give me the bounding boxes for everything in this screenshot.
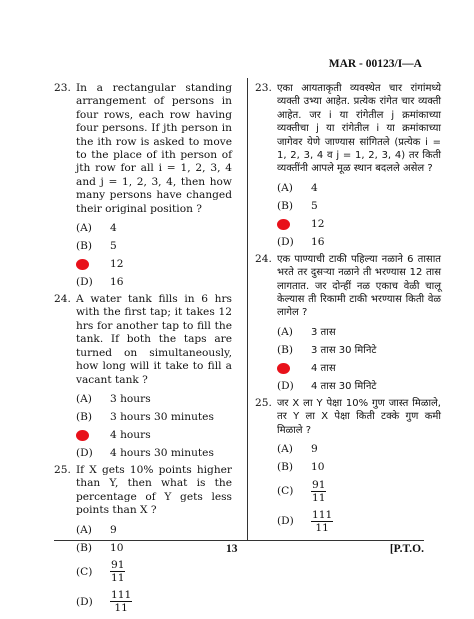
option-label: (A) bbox=[277, 325, 293, 338]
option-label: (B) bbox=[277, 199, 294, 212]
option-label: (D) bbox=[277, 515, 294, 528]
option-label: (A) bbox=[277, 443, 293, 456]
column-divider bbox=[247, 78, 248, 540]
question-24-mr bbox=[255, 253, 441, 395]
option-b[interactable] bbox=[277, 458, 441, 476]
option-text: 4 bbox=[311, 181, 318, 194]
question-text: एका आयताकृती व्यवस्थेत चार रांगांमध्ये व्यक्ती उभ्या आहेत. प्रत्येक रांगेत चार व्यक्ती आहेत. जर i या रांगेतील j क्रमांकाच्या व्यक्तीचा j या रांगेतील i या क्रमांकाच्या जागेवर येणे जाण्यास सांगितले (प्रत्येक i = 1, 2, 3, 4 व j = 1, 2, 3, 4) तर किती व्यक्तींनी आपले मूळ स्थान बदलले असेल ? bbox=[277, 83, 441, 175]
option-text: 9 bbox=[311, 443, 318, 456]
option-label: (D) bbox=[277, 379, 294, 392]
fraction bbox=[110, 559, 125, 584]
option-text: 3 hours 30 minutes bbox=[110, 410, 214, 423]
numerator: 111 bbox=[111, 589, 132, 602]
option-c[interactable] bbox=[277, 476, 441, 506]
question-number: 23. bbox=[255, 82, 272, 94]
fraction bbox=[110, 589, 132, 614]
options bbox=[76, 390, 232, 462]
option-text: 10 bbox=[311, 461, 325, 474]
question-number: 23. bbox=[54, 82, 71, 94]
numerator: 91 bbox=[312, 478, 326, 491]
option-label: (C) bbox=[277, 485, 294, 498]
question-number: 25. bbox=[255, 396, 272, 409]
option-text: 3 तास 30 मिनिटे bbox=[311, 344, 377, 356]
option-text: 12 bbox=[311, 217, 325, 230]
option-label: (A) bbox=[76, 392, 92, 405]
option-b[interactable] bbox=[76, 539, 232, 557]
option-label: (A) bbox=[277, 181, 293, 194]
page-number: 13 bbox=[226, 543, 238, 555]
option-a[interactable] bbox=[76, 521, 232, 539]
option-label: (A) bbox=[76, 523, 92, 536]
question-23-en bbox=[54, 82, 232, 291]
question-text: एक पाण्याची टाकी पहिल्या नळाने 6 तासात भरते तर दुसऱ्या नळाने ती भरण्यास 12 तास लागतात. जर दोन्हीं नळ एकाच वेळी चालू केल्यास ती रिकामी टाकी भरण्यास किती वेळ लागेल ? bbox=[277, 253, 441, 319]
option-d[interactable] bbox=[76, 444, 232, 462]
option-label: (D) bbox=[76, 446, 93, 459]
fraction bbox=[311, 479, 326, 504]
question-23-mr bbox=[255, 82, 441, 251]
option-a[interactable] bbox=[277, 440, 441, 458]
option-label: (B) bbox=[76, 240, 93, 253]
option-a[interactable] bbox=[76, 219, 232, 237]
question-text: जर X ला Y पेक्षा 10% गुण जास्त मिळाले, तर Y ला X पेक्षा किती टक्के गुण कमी मिळाले ? bbox=[277, 397, 441, 436]
question-24-en bbox=[54, 293, 232, 462]
answer-mark-icon bbox=[76, 259, 89, 270]
option-b[interactable] bbox=[277, 341, 441, 359]
question-text: In a rectangular standing arrangement of persons in four rows, each row having four persons. If jth person in the ith row is asked to move to the place of ith person of jth row for all i = 1, 2, 3, 4 and j = 1, 2, 3, 4, then how many persons have changed their original position ? bbox=[76, 82, 232, 215]
option-label: (D) bbox=[277, 235, 294, 248]
option-label: (A) bbox=[76, 222, 92, 235]
options bbox=[76, 219, 232, 291]
option-a[interactable] bbox=[277, 323, 441, 341]
option-d[interactable] bbox=[76, 273, 232, 291]
options bbox=[277, 440, 441, 536]
option-c[interactable] bbox=[76, 426, 232, 444]
option-d[interactable] bbox=[277, 233, 441, 251]
option-label: (D) bbox=[76, 595, 93, 608]
question-text: A water tank fills in 6 hrs with the first tap; it takes 12 hrs for another tap to fill the tank. If both the taps are turned on simultaneously, how long will it take to fill a vacant tank ? bbox=[76, 293, 232, 386]
marathi-column bbox=[255, 82, 441, 538]
option-d[interactable] bbox=[277, 506, 441, 536]
option-c[interactable] bbox=[277, 359, 441, 377]
question-25-mr bbox=[255, 397, 441, 536]
option-label: (B) bbox=[277, 461, 294, 474]
pto-label: [P.T.O. bbox=[389, 543, 424, 555]
option-text: 4 bbox=[110, 222, 117, 235]
option-label: (C) bbox=[76, 565, 93, 578]
option-text: 10 bbox=[110, 541, 124, 554]
option-d[interactable] bbox=[277, 377, 441, 395]
paper-code: MAR - 00123/I—A bbox=[328, 58, 422, 70]
option-a[interactable] bbox=[76, 390, 232, 408]
option-label: (B) bbox=[277, 343, 294, 356]
option-d[interactable] bbox=[76, 587, 232, 617]
option-text: 3 hours bbox=[110, 392, 151, 405]
option-c[interactable] bbox=[277, 215, 441, 233]
option-text: 3 तास bbox=[311, 326, 336, 338]
options bbox=[277, 323, 441, 395]
answer-mark-icon bbox=[277, 363, 290, 374]
option-label: (D) bbox=[76, 276, 93, 289]
option-b[interactable] bbox=[277, 197, 441, 215]
option-text: 12 bbox=[110, 258, 124, 271]
numerator: 111 bbox=[312, 508, 333, 521]
option-text: 4 तास bbox=[311, 362, 336, 374]
english-column bbox=[54, 82, 232, 619]
question-number: 24. bbox=[255, 252, 272, 265]
question-number: 25. bbox=[54, 463, 71, 476]
denominator: 11 bbox=[111, 572, 125, 585]
option-b[interactable] bbox=[76, 237, 232, 255]
option-text: 4 hours 30 minutes bbox=[110, 446, 214, 459]
option-text: 16 bbox=[110, 276, 124, 289]
option-a[interactable] bbox=[277, 179, 441, 197]
options bbox=[76, 521, 232, 617]
denominator: 11 bbox=[312, 491, 326, 504]
denominator: 11 bbox=[114, 602, 128, 615]
option-text: 4 तास 30 मिनिटे bbox=[311, 380, 377, 392]
option-text: 4 hours bbox=[110, 428, 151, 441]
answer-mark-icon bbox=[76, 430, 89, 441]
option-text: 5 bbox=[110, 240, 117, 253]
numerator: 91 bbox=[111, 559, 125, 572]
footer-rule bbox=[54, 540, 424, 541]
answer-mark-icon bbox=[277, 219, 290, 230]
option-b[interactable] bbox=[76, 408, 232, 426]
fraction bbox=[311, 509, 333, 534]
option-c[interactable] bbox=[76, 255, 232, 273]
option-label: (B) bbox=[76, 410, 93, 423]
question-number: 24. bbox=[54, 293, 71, 306]
question-text: If X gets 10% points higher than Y, then what is the percentage of Y gets less points than X ? bbox=[76, 463, 232, 517]
denominator: 11 bbox=[315, 521, 329, 534]
option-c[interactable] bbox=[76, 557, 232, 587]
option-label: (B) bbox=[76, 541, 93, 554]
option-text: 9 bbox=[110, 523, 117, 536]
options bbox=[277, 179, 441, 251]
option-text: 16 bbox=[311, 235, 325, 248]
option-text: 5 bbox=[311, 199, 318, 212]
